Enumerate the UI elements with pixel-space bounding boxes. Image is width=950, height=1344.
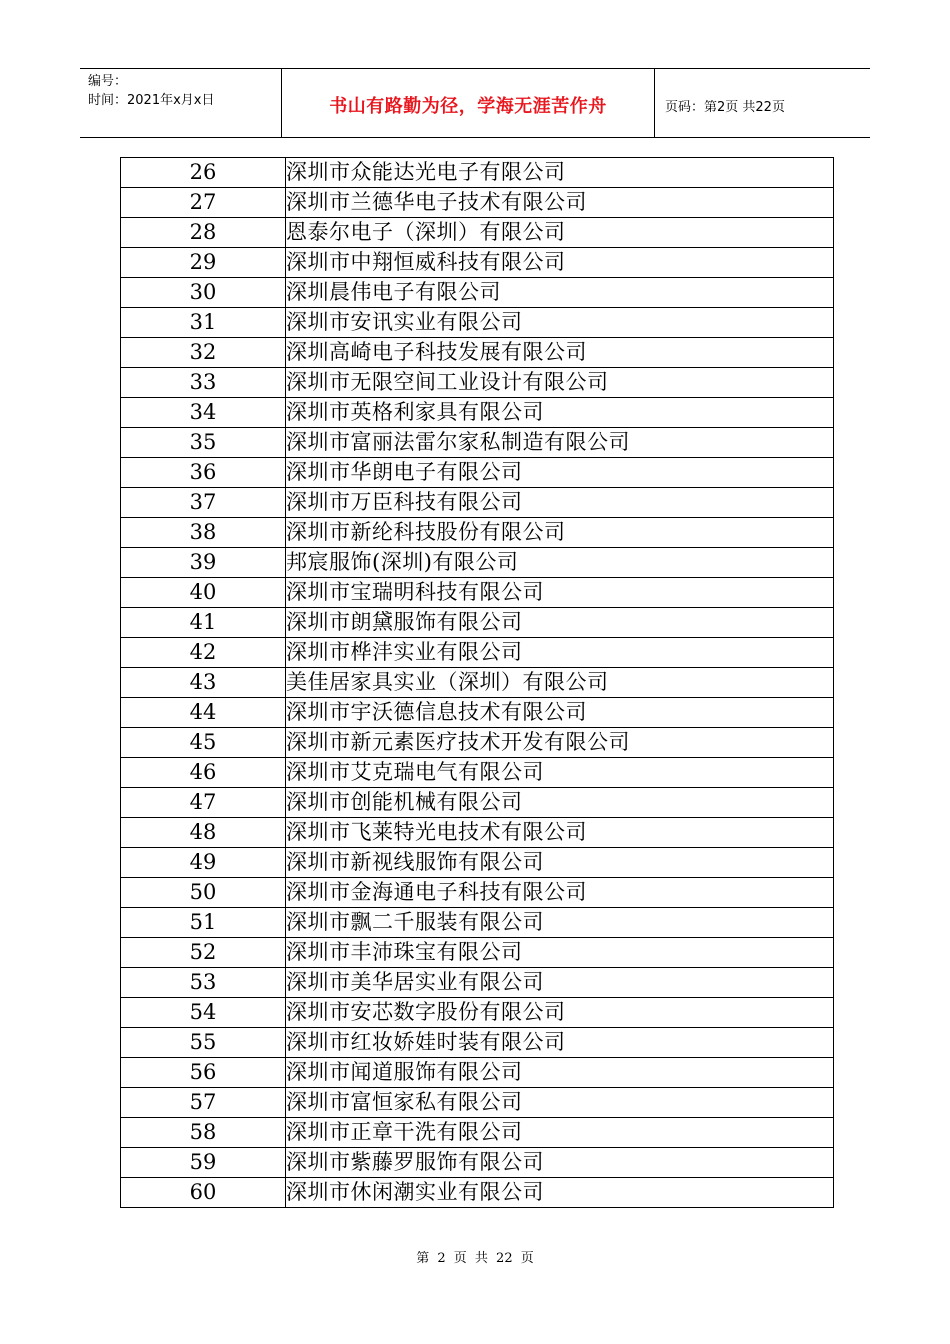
row-number: 58 (121, 1118, 286, 1148)
header-motto: 书山有路勤为径，学海无涯苦作舟 (282, 69, 655, 137)
table-row (121, 1148, 834, 1178)
table-row (121, 848, 834, 878)
row-number: 38 (121, 518, 286, 548)
company-name: 深圳市闻道服饰有限公司 (286, 1058, 834, 1088)
document-time: 时间：2021年x月x日 (88, 93, 215, 108)
company-name: 深圳市富丽法雷尔家私制造有限公司 (286, 428, 834, 458)
table-row (121, 938, 834, 968)
company-name: 深圳市中翔恒威科技有限公司 (286, 248, 834, 278)
table-row (121, 728, 834, 758)
row-number: 44 (121, 698, 286, 728)
table-row (121, 548, 834, 578)
company-table (120, 157, 834, 1208)
row-number: 33 (121, 368, 286, 398)
row-number: 26 (121, 158, 286, 188)
row-number: 41 (121, 608, 286, 638)
company-name: 深圳晨伟电子有限公司 (286, 278, 834, 308)
company-name: 深圳市宝瑞明科技有限公司 (286, 578, 834, 608)
table-row (121, 638, 834, 668)
company-name: 深圳市桦沣实业有限公司 (286, 638, 834, 668)
table-row (121, 998, 834, 1028)
table-row (121, 1178, 834, 1208)
table-row (121, 668, 834, 698)
company-name: 深圳市众能达光电子有限公司 (286, 158, 834, 188)
header-meta (80, 69, 282, 137)
table-row (121, 158, 834, 188)
table-row (121, 788, 834, 818)
table-row (121, 218, 834, 248)
company-name: 邦宸服饰(深圳)有限公司 (286, 548, 834, 578)
row-number: 36 (121, 458, 286, 488)
company-name: 美佳居家具实业（深圳）有限公司 (286, 668, 834, 698)
company-name: 深圳市正章干洗有限公司 (286, 1118, 834, 1148)
table-row (121, 1118, 834, 1148)
row-number: 48 (121, 818, 286, 848)
table-row (121, 1058, 834, 1088)
table-row (121, 518, 834, 548)
company-name: 深圳市朗黛服饰有限公司 (286, 608, 834, 638)
row-number: 47 (121, 788, 286, 818)
company-name: 深圳市新纶科技股份有限公司 (286, 518, 834, 548)
table-row (121, 968, 834, 998)
company-name: 深圳市无限空间工业设计有限公司 (286, 368, 834, 398)
row-number: 57 (121, 1088, 286, 1118)
table-row (121, 1088, 834, 1118)
row-number: 43 (121, 668, 286, 698)
company-name: 深圳市红妆娇娃时装有限公司 (286, 1028, 834, 1058)
company-name: 深圳市丰沛珠宝有限公司 (286, 938, 834, 968)
row-number: 34 (121, 398, 286, 428)
row-number: 29 (121, 248, 286, 278)
page-header (80, 68, 870, 138)
row-number: 42 (121, 638, 286, 668)
page-footer: 第 2 页 共 22 页 (416, 1251, 534, 1266)
row-number: 50 (121, 878, 286, 908)
row-number: 49 (121, 848, 286, 878)
document-number-label: 编号： (88, 74, 128, 89)
company-name: 深圳市宇沃德信息技术有限公司 (286, 698, 834, 728)
table-row (121, 278, 834, 308)
row-number: 51 (121, 908, 286, 938)
company-name: 深圳市艾克瑞电气有限公司 (286, 758, 834, 788)
company-name: 深圳高崎电子科技发展有限公司 (286, 338, 834, 368)
company-name: 深圳市英格利家具有限公司 (286, 398, 834, 428)
table-row (121, 398, 834, 428)
company-name: 深圳市万臣科技有限公司 (286, 488, 834, 518)
row-number: 55 (121, 1028, 286, 1058)
company-name: 深圳市新元素医疗技术开发有限公司 (286, 728, 834, 758)
table-row (121, 188, 834, 218)
table-row (121, 488, 834, 518)
row-number: 45 (121, 728, 286, 758)
company-name: 深圳市创能机械有限公司 (286, 788, 834, 818)
table-row (121, 908, 834, 938)
table-row (121, 248, 834, 278)
row-number: 59 (121, 1148, 286, 1178)
row-number: 54 (121, 998, 286, 1028)
table-row (121, 458, 834, 488)
company-name: 深圳市金海通电子科技有限公司 (286, 878, 834, 908)
row-number: 56 (121, 1058, 286, 1088)
company-name: 深圳市华朗电子有限公司 (286, 458, 834, 488)
row-number: 46 (121, 758, 286, 788)
row-number: 28 (121, 218, 286, 248)
company-name: 深圳市飞莱特光电技术有限公司 (286, 818, 834, 848)
table-row (121, 818, 834, 848)
row-number: 32 (121, 338, 286, 368)
company-name: 恩泰尔电子（深圳）有限公司 (286, 218, 834, 248)
table-row (121, 428, 834, 458)
row-number: 53 (121, 968, 286, 998)
company-name: 深圳市休闲潮实业有限公司 (286, 1178, 834, 1208)
company-name: 深圳市安讯实业有限公司 (286, 308, 834, 338)
row-number: 37 (121, 488, 286, 518)
company-name: 深圳市兰德华电子技术有限公司 (286, 188, 834, 218)
row-number: 39 (121, 548, 286, 578)
company-name: 深圳市紫藤罗服饰有限公司 (286, 1148, 834, 1178)
row-number: 35 (121, 428, 286, 458)
row-number: 30 (121, 278, 286, 308)
table-row (121, 368, 834, 398)
company-name: 深圳市富恒家私有限公司 (286, 1088, 834, 1118)
row-number: 40 (121, 578, 286, 608)
row-number: 52 (121, 938, 286, 968)
table-row (121, 608, 834, 638)
company-name: 深圳市美华居实业有限公司 (286, 968, 834, 998)
table-row (121, 338, 834, 368)
company-table-body (121, 158, 834, 1208)
table-row (121, 758, 834, 788)
row-number: 27 (121, 188, 286, 218)
header-page-info: 页码：第2页 共22页 (665, 99, 785, 115)
company-name: 深圳市新视线服饰有限公司 (286, 848, 834, 878)
table-row (121, 878, 834, 908)
company-name: 深圳市飘二千服装有限公司 (286, 908, 834, 938)
row-number: 31 (121, 308, 286, 338)
table-row (121, 308, 834, 338)
table-row (121, 1028, 834, 1058)
table-row (121, 698, 834, 728)
table-row (121, 578, 834, 608)
row-number: 60 (121, 1178, 286, 1208)
company-name: 深圳市安芯数字股份有限公司 (286, 998, 834, 1028)
